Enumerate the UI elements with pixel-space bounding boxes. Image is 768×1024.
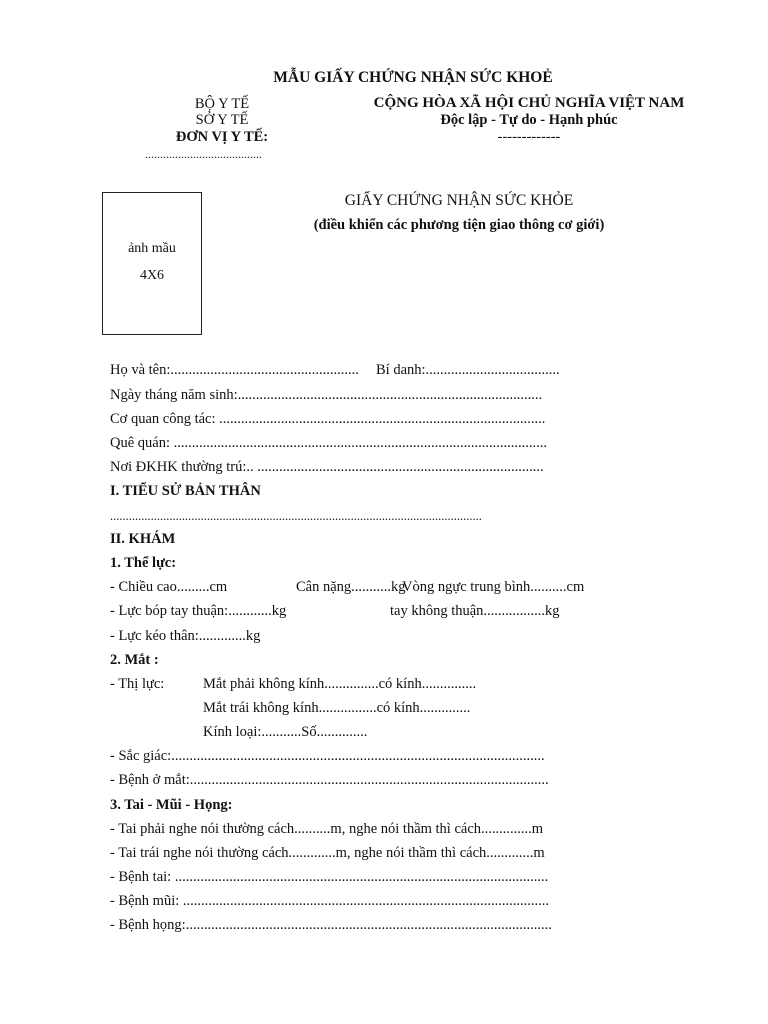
department-label: SỞ Y TẾ <box>195 112 249 128</box>
grip-nondominant-field: tay không thuận.................kg <box>390 603 560 619</box>
alias-field: Bí danh:..................................... <box>376 362 560 378</box>
medical-unit-label: ĐƠN VỊ Y TẾ: <box>175 129 269 145</box>
motto-divider: ------------- <box>497 129 561 145</box>
left-eye-field: Mắt trái không kính................có kính.............. <box>203 700 471 716</box>
left-ear-field: - Tai trái nghe nói thường cách.............m, nghe nói thầm thì cách.............m <box>110 845 545 861</box>
name-field: Họ và tên:.................................................... <box>110 362 359 378</box>
physical-title: 1. Thể lực: <box>110 555 177 571</box>
right-ear-field: - Tai phải nghe nói thường cách..........m, nghe nói thầm thì cách..............m <box>110 821 544 837</box>
height-field: - Chiều cao.........cm <box>110 579 228 595</box>
certificate-subtitle: (điều khiển các phương tiện giao thông cơ giới) <box>313 217 605 233</box>
pull-strength-field: - Lực kéo thân:.............kg <box>110 628 261 644</box>
nose-disease-field: - Bệnh mũi: ..................................................................................................... <box>110 893 550 909</box>
vision-label: - Thị lực: <box>110 676 165 692</box>
country-name: CỘNG HÒA XÃ HỘI CHỦ NGHĨA VIỆT NAM <box>373 95 685 111</box>
section-exam-title: II. KHÁM <box>110 531 176 547</box>
document-title: MẪU GIẤY CHỨNG NHẬN SỨC KHOẺ <box>273 69 553 86</box>
eyes-title: 2. Mắt : <box>110 652 159 668</box>
medical-unit-dots: ....................................... <box>145 147 262 161</box>
grip-dominant-field: - Lực bóp tay thuận:............kg <box>110 603 287 619</box>
chest-field: Vòng ngực trung bình..........cm <box>402 579 585 595</box>
color-vision-field: - Sắc giác:....................................................................................................... <box>110 748 545 764</box>
throat-disease-field: - Bệnh họng:..................................................................................................... <box>110 917 552 933</box>
hometown-field: Quê quán: ....................................................................................................... <box>110 435 547 451</box>
photo-placeholder <box>102 192 202 335</box>
weight-field: Cân nặng...........kg <box>296 579 406 595</box>
photo-label: ảnh mầu <box>128 241 176 256</box>
ent-title: 3. Tai - Mũi - Họng: <box>110 797 233 813</box>
dob-field: Ngày tháng năm sinh:.................................................................................... <box>110 387 543 403</box>
certificate-title: GIẤY CHỨNG NHẬN SỨC KHỎE <box>344 192 574 209</box>
biography-dots: ....................................................................................................................... <box>110 509 482 523</box>
eye-disease-field: - Bệnh ở mắt:................................................................................................... <box>110 772 549 788</box>
ear-disease-field: - Bệnh tai: ....................................................................................................... <box>110 869 549 885</box>
workplace-field: Cơ quan công tác: .......................................................................................... <box>110 411 546 427</box>
lens-field: Kính loại:...........Số.............. <box>203 724 368 740</box>
ministry-label: BỘ Y TẾ <box>194 96 250 112</box>
right-eye-field: Mắt phải không kính...............có kính............... <box>203 676 477 692</box>
photo-size-label: 4X6 <box>139 268 165 283</box>
national-motto: Độc lập - Tự do - Hạnh phúc <box>440 112 618 128</box>
residence-field: Nơi ĐKHK thường trú:.. ............................................................................... <box>110 459 544 475</box>
section-biography-title: I. TIỂU SỬ BẢN THÂN <box>110 483 261 499</box>
